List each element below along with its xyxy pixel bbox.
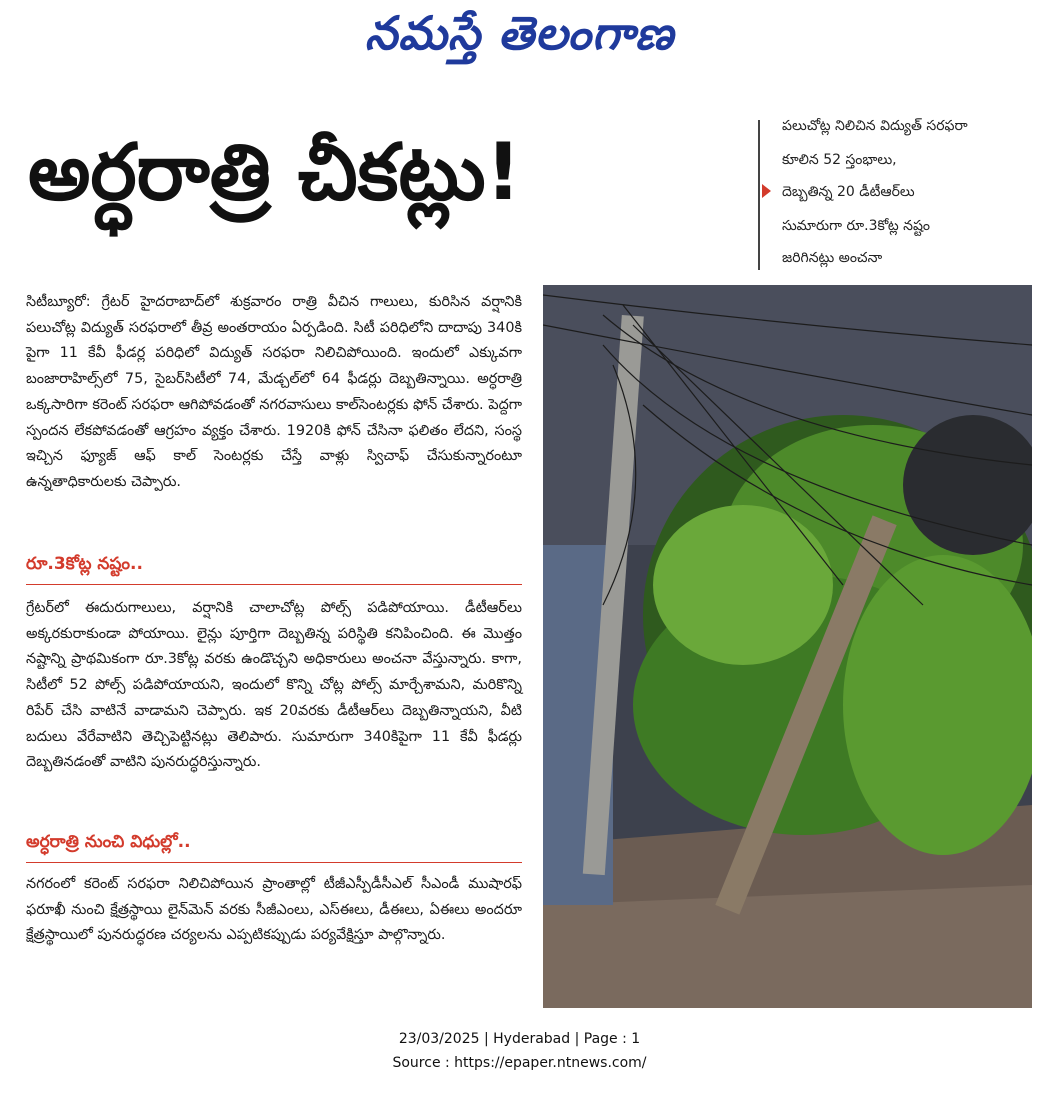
subheading-rule-1 [26, 584, 522, 585]
subheading-rule-2 [26, 862, 522, 863]
article-headline: అర్ధరాత్రి చీకట్లు! [28, 128, 522, 218]
red-arrow-icon [762, 184, 771, 198]
newspaper-masthead: నమస్తే తెలంగాణ [364, 6, 675, 60]
footer-source-line: Source : https://epaper.ntnews.com/ [392, 1055, 647, 1071]
subheading-loss: రూ.3కోట్ల నష్టం.. [26, 554, 143, 574]
summary-line-5: జరిగినట్లు అంచనా [782, 250, 883, 266]
article-paragraph-1: సిటీబ్యూరో: గ్రేటర్ హైదరాబాద్‌లో శుక్రవారం రాత్రి వీచిన గాలులు, కురిసిన వర్షానికి పలుచోట్ల విద్యుత్ సరఫరాలో తీవ్ర అంతరాయం ఏర్పడింది. సిటీ పరిధిలోని దాదాపు 340కి పైగా 11 కేవీ ఫీడర్ల పరిధిలో విద్యుత్ సరఫరా నిలిచిపోయింది. ఇందులో ఎక్కువగా బంజారాహిల్స్‌లో 75, సైబర్‌సిటీలో 74, మేడ్చల్‌లో 64 ఫీడర్లు దెబ్బతిన్నాయి. అర్ధరాత్రి ఒక్కసారిగా కరెంట్ సరఫరా ఆగిపోవడంతో నగరవాసులు కాల్‌సెంటర్లకు ఫోన్ చేశారు. పెద్దగా స్పందన లేకపోవడంతో ఆగ్రహం వ్యక్తం చేశారు. 1920కి ఫోన్ చేసినా ఫలితం లేదని, సంస్థ ఇచ్చిన ఫ్యూజ్ ఆఫ్ కాల్ సెంటర్లకు చేస్తే వాళ్లు స్విచాఫ్ చేసుకున్నారంటూ ఉన్నతాధికారులకు చెప్పారు. [26, 294, 522, 490]
fallen-pole-tree-photo [543, 285, 1032, 1008]
footer-date-line: 23/03/2025 | Hyderabad | Page : 1 [398, 1031, 641, 1047]
summary-line-2: కూలిన 52 స్తంభాలు, [782, 152, 897, 168]
summary-line-3: దెబ్బతిన్న 20 డీటీఆర్‌లు [782, 184, 915, 200]
article-paragraph-3: నగరంలో కరెంట్ సరఫరా నిలిచిపోయిన ప్రాంతాల్లో టీజీఎస్పీడీసీఎల్ సీఎండీ ముషారఫ్ ఫరూఖీ నుంచి క్షేత్రస్థాయి లైన్‌మెన్ వరకు సీజీఎంలు, ఎస్‌ఈలు, డీఈలు, ఏఈలు అందరూ క్షేత్రస్థాయిలో పునరుద్ధరణ చర్యలను ఎప్పటికప్పుడు పర్యవేక్షిస్తూ పాల్గొన్నారు. [26, 876, 522, 944]
summary-line-4: సుమారుగా రూ.3కోట్ల నష్టం [782, 218, 931, 234]
summary-line-1: పలుచోట్ల నిలిచిన విద్యుత్ సరఫరా [782, 118, 968, 134]
summary-divider [758, 120, 760, 270]
subheading-duty: అర్ధరాత్రి నుంచి విధుల్లో.. [26, 832, 191, 852]
article-paragraph-2: గ్రేటర్‌లో ఈదురుగాలులు, వర్షానికి చాలాచోట్ల పోల్స్ పడిపోయాయి. డీటీఆర్‌లు అక్కరకురాకుండా పోయాయి. లైన్లు పూర్తిగా దెబ్బతిన్న పరిస్థితి కనిపించింది. ఈ మొత్తం నష్టాన్ని ప్రాథమికంగా రూ.3కోట్ల వరకు ఉండొచ్చని అధికారులు అంచనా వేస్తున్నారు. కాగా, సిటీలో 52 పోల్స్ పడిపోయాయని, ఇందులో కొన్ని చోట్ల పోల్స్ మార్చేశామని, మరికొన్ని రిపేర్ చేసి వాటినే వాడామని చెప్పారు. ఇక 20వరకు డీటీఆర్‌లు దెబ్బతిన్నాయని, వీటి బదులు వేరేవాటిని తెచ్చిపెట్టినట్లు తెలిపారు. సుమారుగా 340కిపైగా 11 కేవీ ఫీడర్లు దెబ్బతినడంతో వాటిని పునరుద్ధరిస్తున్నారు. [26, 600, 522, 771]
summary-box [758, 118, 1033, 276]
